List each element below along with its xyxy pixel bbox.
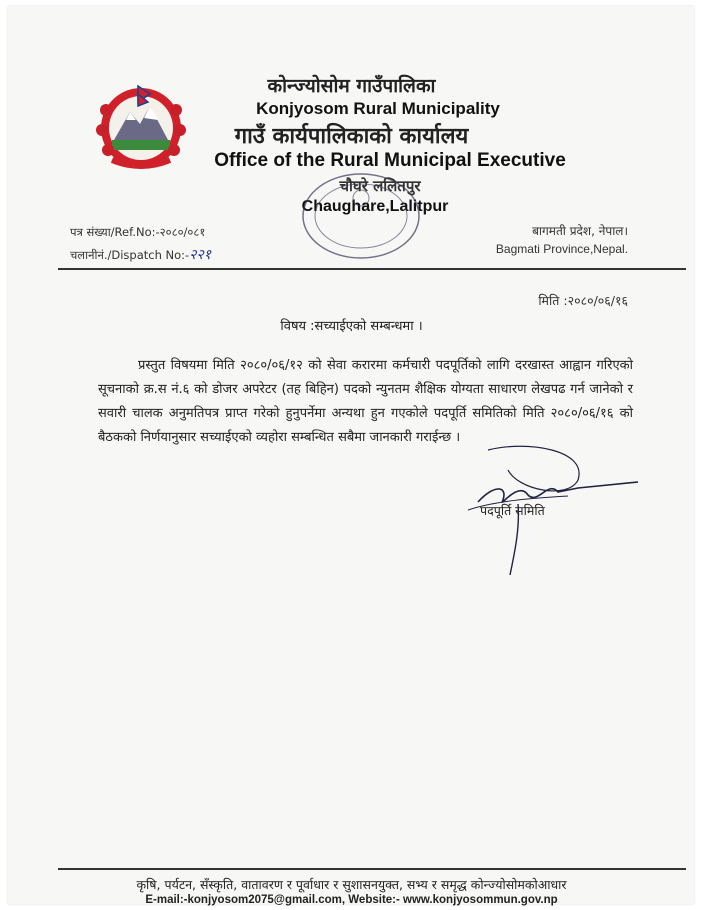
municipality-name-nepali: कोन्ज्योसोम गाउँपालिका xyxy=(267,75,436,97)
place-nepali: चौघरे ललितपुर xyxy=(339,177,421,195)
province-english: Bagmati Province,Nepal. xyxy=(495,242,628,256)
dispatch-number xyxy=(70,245,211,264)
letter-date: मिति :२०८०/०६/१६ xyxy=(538,293,628,308)
letter-body: प्रस्तुत विषयमा मिति २०८०/०६/१२ को सेवा करारमा कर्मचारी पदपूर्तिको लागि दरखास्त आह्वान गरिएको सूचनाको क्र.स नं.६ को डोजर अपरेटर (तह बिहिन) पदको न्युनतम शैक्षिक योग्यता साधारण लेखपढ गर्न जानेको र सवारी चालक अनुमतिपत्र प्राप्त गरेको हुनुपर्नेमा अन्यथा हुन गएकोले पदपूर्ति समितिको मिति २०८०/०६/१६ को बैठकको निर्णयानुसार सच्याईएको व्यहोरा सम्बन्धित सबैमा जानकारी गराईन्छ । xyxy=(98,358,633,445)
office-name-english: Office of the Rural Municipal Executive xyxy=(214,150,566,171)
province-nepali: बागमती प्रदेश, नेपाल। xyxy=(532,224,628,238)
footer-divider xyxy=(58,868,686,870)
ref-label: पत्र संख्या/Ref.No:- xyxy=(70,225,160,239)
letter-subject: विषय :सच्याईएको सम्बन्धमा । xyxy=(280,319,423,334)
reference-number xyxy=(70,225,205,240)
footer-contact: E-mail:-konjyosom2075@gmail.com, Website:- www.konjyosommun.gov.np xyxy=(145,894,558,906)
committee-name: पदपूर्ति समिति xyxy=(480,503,545,518)
signature-icon xyxy=(448,440,648,580)
municipality-name-english: Konjyosom Rural Municipality xyxy=(256,99,500,118)
office-name-nepali: गाउँ कार्यपालिकाको कार्यालय xyxy=(234,124,469,149)
footer-motto: कृषि, पर्यटन, सँस्कृति, वातावरण र पूर्वाधार र सुशासनयुक्त, सभ्य र समृद्ध कोन्ज्योसोमकोआधार xyxy=(136,877,567,892)
dispatch-label: चलानीनं./Dispatch No:- xyxy=(70,248,190,262)
office-stamp-icon xyxy=(296,168,426,268)
ref-value: २०८०/०८१ xyxy=(159,225,206,239)
dispatch-value: २२१ xyxy=(189,247,212,263)
header-divider xyxy=(58,268,686,270)
place-english: Chaughare,Lalitpur xyxy=(301,198,449,215)
